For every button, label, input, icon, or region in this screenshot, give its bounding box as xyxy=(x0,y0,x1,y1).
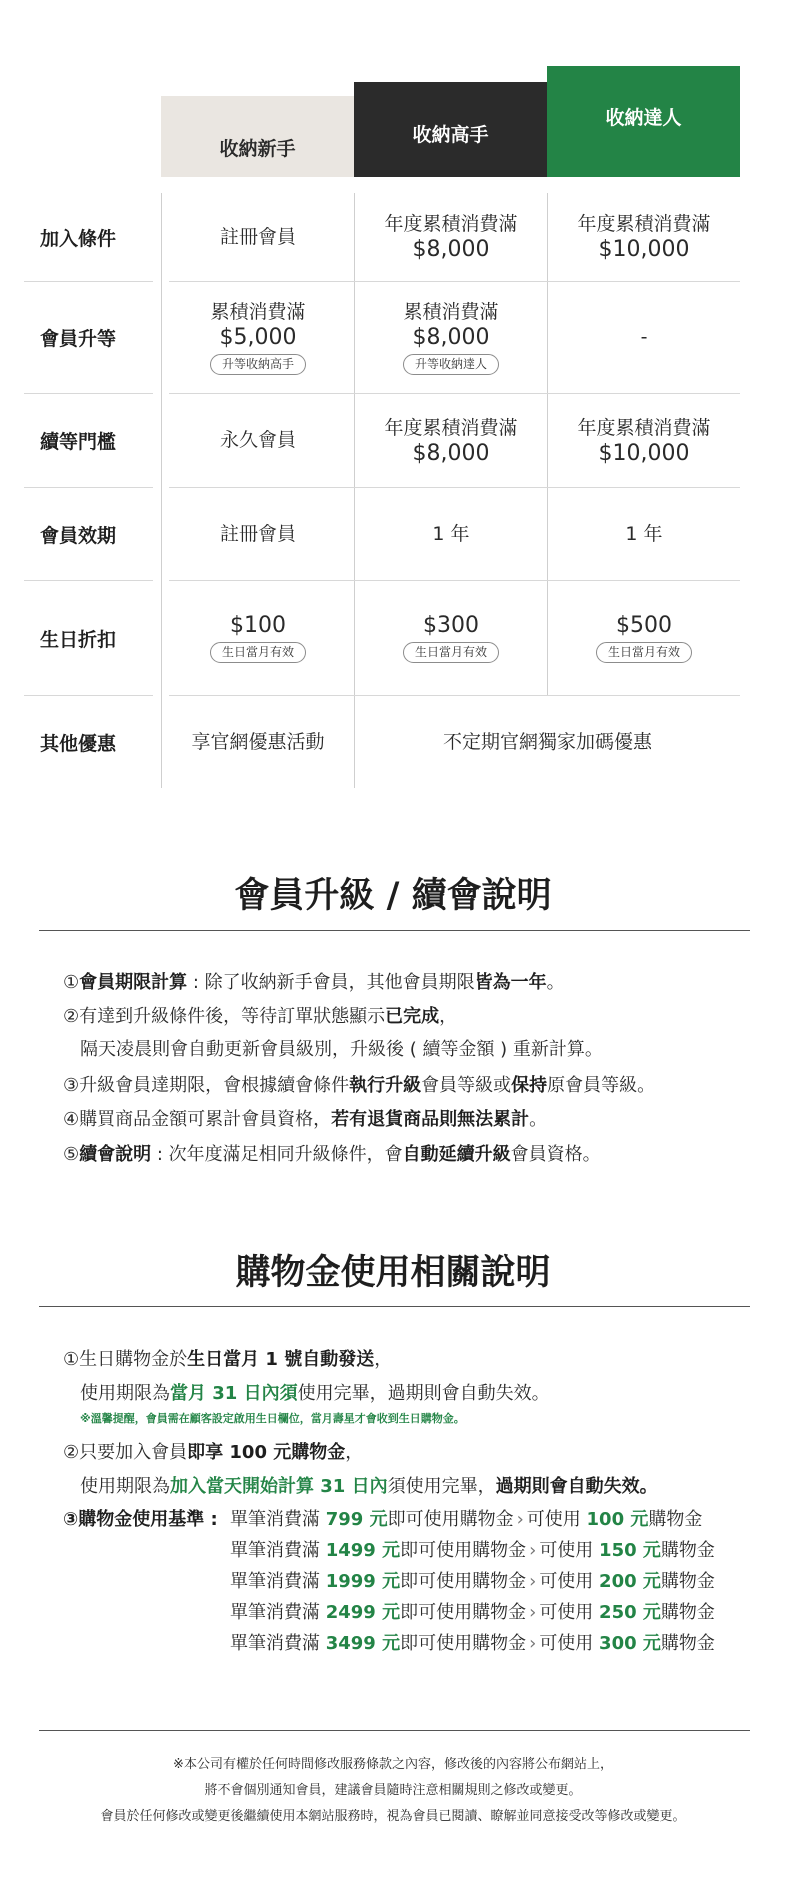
footer-divider xyxy=(39,1730,750,1731)
upgrade-rule-4: ④購買商品金額可累計會員資格，若有退貨商品則無法累計。 xyxy=(63,1109,548,1130)
upgrade-rule-2-cont: 隔天凌晨則會自動更新會員級別，升級後 ( 續等金額 ) 重新計算。 xyxy=(80,1039,603,1060)
footer-disclaimer-1: ※本公司有權於任何時間修改服務條款之內容，修改後的內容將公布網站上， xyxy=(173,1757,613,1772)
section-divider xyxy=(39,1306,750,1307)
birthday-badge: 生日當月有效 xyxy=(210,642,306,663)
tier-label: 收納高手 xyxy=(412,124,489,146)
upgrade-badge: 升等收納高手 xyxy=(210,354,306,375)
birthday-badge: 生日當月有效 xyxy=(403,642,499,663)
credit-rule-3-label: ③購物金使用基準 : xyxy=(63,1509,218,1530)
tier-label: 收納達人 xyxy=(605,107,682,129)
cell-amount: $5,000 xyxy=(219,325,297,350)
footer-disclaimer-2: 將不會個別通知會員，建議會員隨時注意相關規則之修改或變更。 xyxy=(204,1783,582,1798)
cell-amount: $8,000 xyxy=(412,237,490,262)
cell-text: 累積消費滿 xyxy=(403,301,499,323)
cell-join-master xyxy=(548,193,740,281)
credit-standard-row: 單筆消費滿 2499 元即可使用購物金 › 可使用 250 元購物金 xyxy=(230,1602,715,1623)
upgrade-rule-5: ⑤續會說明 : 次年度滿足相同升級條件，會自動延續升級會員資格。 xyxy=(63,1144,601,1165)
membership-tier-table xyxy=(0,0,786,800)
upgrade-rule-2: ②有達到升級條件後，等待訂單狀態顯示已完成， xyxy=(63,1006,458,1027)
cell-amount: $100 xyxy=(230,613,286,638)
cell-renew-expert xyxy=(355,394,547,487)
chevron-right-icon: › xyxy=(529,1540,537,1561)
row-label-join: 加入條件 xyxy=(40,227,117,250)
cell-validity-master xyxy=(548,488,740,580)
row-label-renew: 續等門檻 xyxy=(40,431,117,453)
cell-amount: $10,000 xyxy=(598,237,690,262)
cell-amount: $300 xyxy=(423,613,479,638)
cell-birthday-novice xyxy=(162,581,354,695)
section-divider xyxy=(39,930,750,931)
credit-standard-row: 單筆消費滿 1999 元即可使用購物金 › 可使用 200 元購物金 xyxy=(230,1571,715,1592)
birthday-badge: 生日當月有效 xyxy=(596,642,692,663)
row-label-upgrade: 會員升等 xyxy=(40,328,117,350)
cell-text: 1 年 xyxy=(432,522,470,545)
credit-standard-row: 單筆消費滿 1499 元即可使用購物金 › 可使用 150 元購物金 xyxy=(230,1540,715,1561)
cell-text: 不定期官網獨家加碼優惠 xyxy=(442,730,652,753)
tier-header-novice xyxy=(161,96,354,177)
cell-upgrade-novice xyxy=(162,282,354,393)
upgrade-badge: 升等收納達人 xyxy=(403,354,499,375)
credit-standard-row: 單筆消費滿 3499 元即可使用購物金 › 可使用 300 元購物金 xyxy=(230,1633,715,1654)
cell-text: 年度累積消費滿 xyxy=(384,213,518,235)
cell-join-novice xyxy=(162,193,354,281)
chevron-right-icon: › xyxy=(529,1571,537,1592)
row-label-validity: 會員效期 xyxy=(40,524,117,547)
credit-rule-2-cont: 使用期限為加入當天開始計算 31 日內須使用完畢，過期則會自動失效。 xyxy=(80,1476,658,1497)
footer-disclaimer-3: 會員於任何修改或變更後繼續使用本網站服務時，視為會員已閱讀、瞭解並同意接受改等修改或變更。 xyxy=(100,1809,686,1824)
cell-text: 享官網優惠活動 xyxy=(191,730,325,753)
birthday-reminder-note: ※溫馨提醒，會員需在顧客設定啟用生日欄位，當月壽星才會收到生日購物金。 xyxy=(80,1412,465,1425)
chevron-right-icon: › xyxy=(516,1509,524,1530)
cell-text: 永久會員 xyxy=(219,429,296,451)
cell-text: 累積消費滿 xyxy=(210,301,306,323)
tier-header-expert xyxy=(354,82,547,177)
credit-rule-2: ②只要加入會員即享 100 元購物金， xyxy=(63,1442,364,1463)
tier-header-master xyxy=(547,66,740,177)
cell-validity-novice xyxy=(162,488,354,580)
credit-rule-1: ①生日購物金於生日當月 1 號自動發送， xyxy=(63,1349,393,1370)
cell-renew-master xyxy=(548,394,740,487)
chevron-right-icon: › xyxy=(529,1602,537,1623)
cell-birthday-master xyxy=(548,581,740,695)
credit-standard-row: 單筆消費滿 799 元即可使用購物金 › 可使用 100 元購物金 xyxy=(230,1509,703,1530)
cell-renew-novice xyxy=(162,394,354,487)
cell-amount: $8,000 xyxy=(412,325,490,350)
row-label-other: 其他優惠 xyxy=(40,732,117,755)
cell-amount: $8,000 xyxy=(412,440,490,466)
cell-text: 年度累積消費滿 xyxy=(577,213,711,235)
upgrade-rule-1: ①會員期限計算 : 除了收納新手會員，其他會員期限皆為一年。 xyxy=(63,972,565,993)
credit-rule-1-cont: 使用期限為當月 31 日內須使用完畢，過期則會自動失效。 xyxy=(80,1383,550,1404)
upgrade-rule-3: ③升級會員達期限，會根據續會條件執行升級會員等級或保持原會員等級。 xyxy=(63,1075,656,1096)
cell-upgrade-expert xyxy=(355,282,547,393)
cell-text: 1 年 xyxy=(625,522,663,545)
cell-join-expert xyxy=(355,193,547,281)
chevron-right-icon: › xyxy=(529,1633,537,1654)
section-title-credit: 購物金使用相關說明 xyxy=(235,1253,551,1293)
tier-label: 收納新手 xyxy=(219,138,296,160)
cell-text: - xyxy=(640,326,648,348)
section-title-upgrade: 會員升級 / 續會說明 xyxy=(234,876,552,916)
cell-amount: $10,000 xyxy=(598,440,690,466)
cell-upgrade-master xyxy=(548,282,740,393)
cell-validity-expert xyxy=(355,488,547,580)
cell-other-novice xyxy=(162,696,354,788)
cell-text: 註冊會員 xyxy=(219,522,296,545)
cell-text: 註冊會員 xyxy=(219,225,296,248)
cell-other-expert-master xyxy=(355,696,740,788)
cell-birthday-expert xyxy=(355,581,547,695)
cell-text: 年度累積消費滿 xyxy=(384,416,518,439)
cell-text: 年度累積消費滿 xyxy=(577,416,711,439)
row-label-birthday: 生日折扣 xyxy=(40,628,117,651)
cell-amount: $500 xyxy=(616,613,672,638)
